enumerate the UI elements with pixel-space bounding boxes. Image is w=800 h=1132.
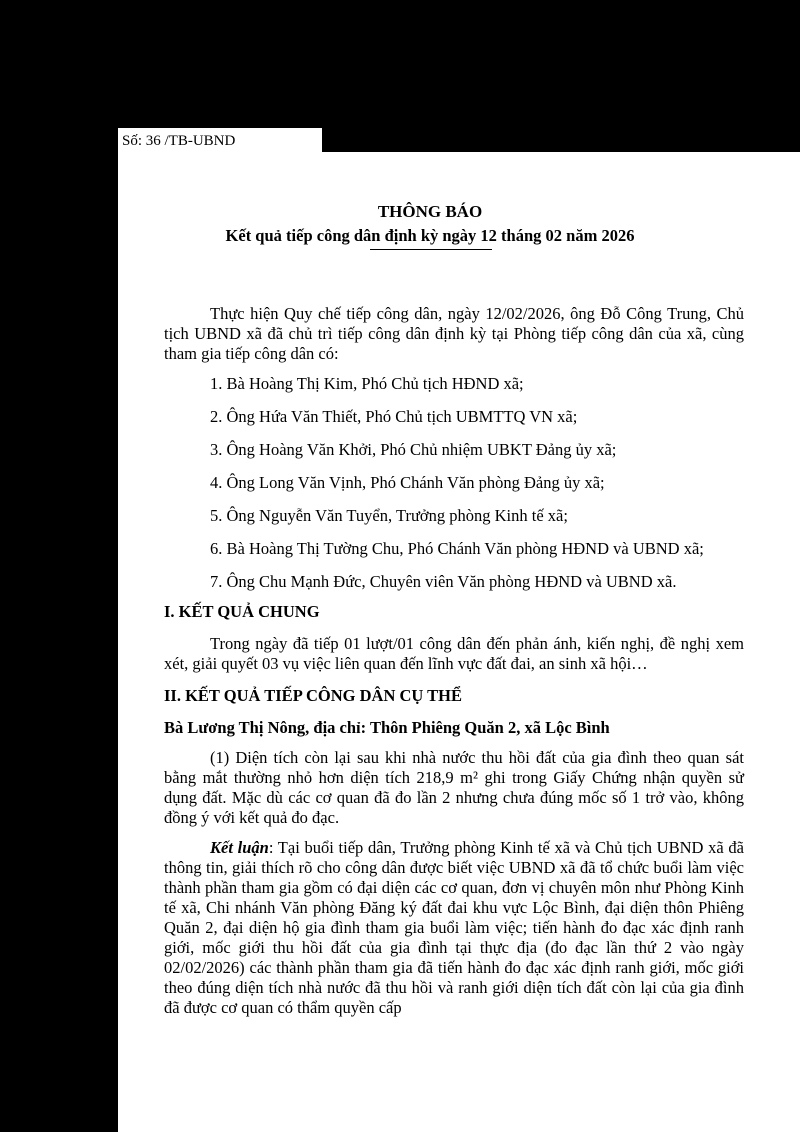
conclusion-paragraph bbox=[164, 838, 744, 1018]
document-body bbox=[164, 304, 744, 1022]
title-underline bbox=[370, 249, 492, 250]
document-title: THÔNG BÁO bbox=[377, 202, 483, 221]
intro-paragraph: Thực hiện Quy chế tiếp công dân, ngày 12/02/2026, ông Đỗ Công Trung, Chủ tịch UBND xã đã chủ trì tiếp công dân định kỳ tại Phòng tiếp công dân của xã, cùng tham gia tiếp công dân có: bbox=[164, 304, 744, 363]
citizen-heading: Bà Lương Thị Nông, địa chỉ: Thôn Phiêng Quăn 2, xã Lộc Bình bbox=[164, 718, 610, 737]
participant-item: 3. Ông Hoàng Văn Khởi, Phó Chủ nhiệm UBKT Đảng ủy xã; bbox=[210, 440, 617, 459]
participant-item: 7. Ông Chu Mạnh Đức, Chuyên viên Văn phòng HĐND và UBND xã. bbox=[210, 572, 677, 591]
section-heading-general: I. KẾT QUẢ CHUNG bbox=[164, 602, 320, 621]
participant-item: 2. Ông Hứa Văn Thiết, Phó Chủ tịch UBMTTQ VN xã; bbox=[210, 407, 578, 426]
participant-item: 5. Ông Nguyễn Văn Tuyển, Trưởng phòng Kinh tế xã; bbox=[210, 506, 568, 525]
document-number: Số: 36 /TB-UBND bbox=[122, 133, 236, 149]
document-page bbox=[118, 152, 800, 1132]
conclusion-text: : Tại buổi tiếp dân, Trưởng phòng Kinh tế xã và Chủ tịch UBND xã đã thông tin, giải thích rõ cho công dân được biết việc UBND xã đã tổ chức buổi làm việc thành phần tham gia gồm có đại diện các cơ quan, đơn vị chuyên môn như Phòng Kinh tế xã, Chi nhánh Văn phòng Đăng ký đất đai khu vực Lộc Bình, đại diện thôn Phiêng Quăn 2, đại diện hộ gia đình tham gia buổi làm việc; tiến hành đo đạc xác định ranh giới, mốc giới thu hồi đất của gia đình tại thực địa (đo đạc lần thứ 2 vào ngày 02/02/2026) các thành phần tham gia đã tiến hành đo đạc xác định ranh giới, mốc giới theo đúng diện tích nhà nước đã thu hồi và ranh giới diện tích đất còn lại của gia đình đã được cơ quan có thẩm quyền cấp bbox=[164, 838, 744, 1017]
section-heading-specific: II. KẾT QUẢ TIẾP CÔNG DÂN CỤ THỂ bbox=[164, 686, 462, 705]
conclusion-label: Kết luận bbox=[210, 838, 269, 857]
participant-item: 1. Bà Hoàng Thị Kim, Phó Chủ tịch HĐND xã; bbox=[210, 374, 524, 393]
issue-paragraph: (1) Diện tích còn lại sau khi nhà nước thu hồi đất của gia đình theo quan sát bằng mắt thường nhỏ hơn diện tích 218,9 m² ghi trong Giấy Chứng nhận quyền sử dụng đất. Mặc dù các cơ quan đã đo lần 2 nhưng chưa đúng mốc số 1 trở vào, không đồng ý với kết quả đo đạc. bbox=[164, 748, 744, 827]
participant-item: 4. Ông Long Văn Vịnh, Phó Chánh Văn phòng Đảng ủy xã; bbox=[210, 473, 605, 492]
title-block bbox=[118, 200, 742, 248]
participant-list bbox=[164, 374, 744, 592]
document-subtitle: Kết quả tiếp công dân định kỳ ngày 12 tháng 02 năm 2026 bbox=[225, 226, 635, 245]
general-results-paragraph: Trong ngày đã tiếp 01 lượt/01 công dân đến phản ánh, kiến nghị, đề nghị xem xét, giải quyết 03 vụ việc liên quan đến lĩnh vực đất đai, an sinh xã hội… bbox=[164, 634, 744, 673]
participant-item: 6. Bà Hoàng Thị Tường Chu, Phó Chánh Văn phòng HĐND và UBND xã; bbox=[210, 539, 704, 558]
